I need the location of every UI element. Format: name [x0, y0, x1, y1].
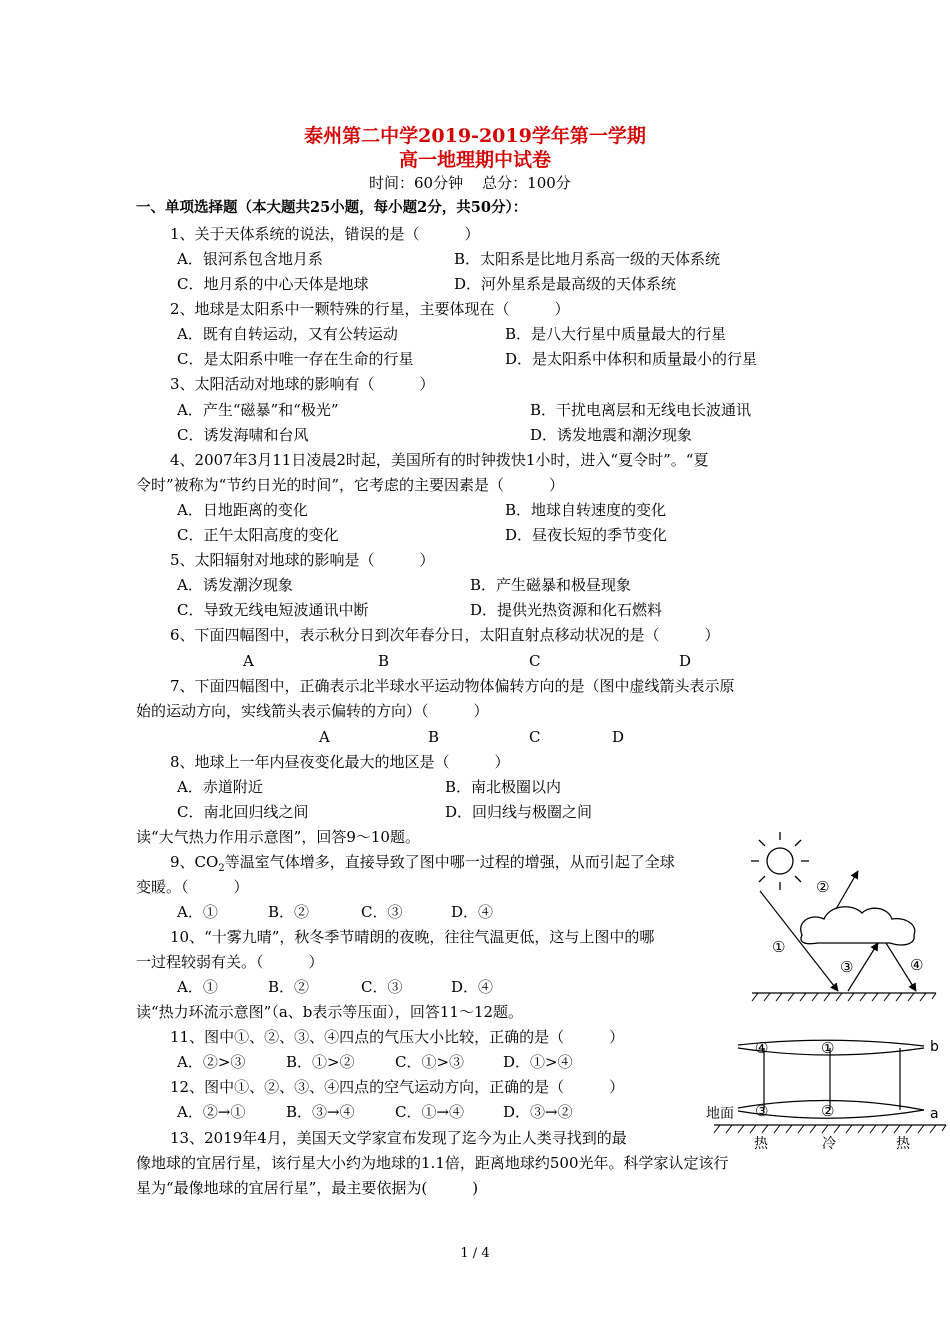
- q7-label-c: C: [529, 728, 541, 746]
- q1-stem: 1、关于天体系统的说法，错误的是（ ）: [170, 225, 480, 243]
- q1-option-d: D．河外星系是最高级的天体系统: [454, 275, 677, 293]
- exam-meta: [369, 173, 571, 193]
- q13-line2: 像地球的宜居行星，该行星大小约为地球的1.1倍，距离地球约500光年。科学家认定该行: [136, 1154, 729, 1172]
- q2-option-b: B．是八大行星中质量最大的行星: [505, 325, 727, 343]
- ground-label: 地面: [706, 1106, 734, 1122]
- label-1: ①: [772, 938, 786, 956]
- q4-option-a: A．日地距离的变化: [177, 501, 308, 519]
- point-3: ③: [755, 1102, 769, 1120]
- q5-option-c: C．导致无线电短波通讯中断: [177, 601, 369, 619]
- q11-option-d: D．①>④: [503, 1053, 573, 1071]
- q2-option-c: C．是太阳系中唯一存在生命的行星: [177, 350, 414, 368]
- q4-option-b: B．地球自转速度的变化: [505, 501, 667, 519]
- isobar-label-a: a: [930, 1106, 939, 1122]
- q12-option-a: A．②→①: [177, 1103, 246, 1121]
- label-4: ④: [910, 956, 924, 974]
- q4-option-d: D．昼夜长短的季节变化: [505, 526, 668, 544]
- q5-option-b: B．产生磁暴和极昼现象: [470, 576, 632, 594]
- q8-option-c: C．南北回归线之间: [177, 803, 309, 821]
- q11-option-a: A．②>③: [177, 1053, 246, 1071]
- q4-stem-line2: 令时”被称为“节约日光的时间”，它考虑的主要因素是（ ）: [136, 476, 565, 494]
- exam-time: 时间：60分钟: [369, 174, 464, 192]
- section-heading: 一、单项选择题（本大题共25小题，每小题2分，共50分）：: [136, 199, 528, 216]
- q6-label-b: B: [378, 652, 390, 670]
- q7-label-d: D: [612, 728, 625, 746]
- q9-stem-line1: [170, 852, 675, 879]
- point-1: ①: [821, 1039, 835, 1057]
- q5-stem: 5、太阳辐射对地球的影响是（ ）: [170, 551, 435, 569]
- arrow-2: [836, 871, 858, 909]
- q13-line3: 星为“最像地球的宜居行星”，最主要依据为( ): [136, 1179, 479, 1197]
- q10-option-a: A．①: [177, 978, 218, 996]
- q12-option-b: B．③→④: [286, 1103, 355, 1121]
- q8-option-d: D．回归线与极圈之间: [445, 803, 593, 821]
- q7-stem-line2: 始的运动方向，实线箭头表示偏转的方向）（ ）: [136, 702, 489, 720]
- reading-prompt-1: 读“大气热力作用示意图”，回答9～10题。: [136, 828, 420, 846]
- q3-option-c: C．诱发海啸和台风: [177, 426, 309, 444]
- q9-option-a: A．①: [177, 903, 218, 921]
- q1-option-b: B．太阳系是比地月系高一级的天体系统: [454, 250, 721, 268]
- q2-option-d: D．是太阳系中体积和质量最小的行星: [505, 350, 758, 368]
- q9-stem-line2: 变暖。（ ）: [136, 878, 249, 896]
- q6-label-c: C: [529, 652, 541, 670]
- q8-option-a: A．赤道附近: [177, 778, 263, 796]
- exam-title-line2: 高一地理期中试卷: [398, 149, 551, 171]
- sun-icon: [751, 832, 809, 890]
- q9-stem-a: 9、CO: [170, 853, 219, 871]
- q12-option-c: C．①→④: [395, 1103, 465, 1121]
- q6-label-d: D: [679, 652, 692, 670]
- q11-option-b: B．①>②: [286, 1053, 355, 1071]
- isobar-label-b: b: [930, 1039, 939, 1055]
- q8-option-b: B．南北极圈以内: [445, 778, 562, 796]
- ground-hatch-2: [714, 1125, 946, 1133]
- q10-option-b: B．②: [268, 978, 310, 996]
- q6-stem: 6、下面四幅图中，表示秋分日到次年春分日，太阳直射点移动状况的是（ ）: [170, 626, 720, 644]
- point-2: ②: [821, 1102, 835, 1120]
- q9-option-b: B．②: [268, 903, 310, 921]
- q5-option-d: D．提供光热资源和化石燃料: [470, 601, 663, 619]
- q13-line1: 13、2019年4月，美国天文学家宣布发现了迄今为止人类寻找到的最: [170, 1129, 627, 1147]
- temp-middle: 冷: [822, 1136, 836, 1152]
- q1-option-a: A．银河系包含地月系: [177, 250, 323, 268]
- q10-option-d: D．④: [451, 978, 494, 996]
- q3-option-d: D．诱发地震和潮汐现象: [530, 426, 693, 444]
- q8-stem: 8、地球上一年内昼夜变化最大的地区是（ ）: [170, 753, 510, 771]
- exam-score: 总分：100分: [482, 174, 571, 192]
- thermal-circulation-diagram: [700, 1030, 950, 1155]
- page-number: 1 / 4: [460, 1246, 490, 1261]
- q4-stem-line1: 4、2007年3月11日凌晨2时起，美国所有的时钟拨快1小时，进入“夏令时”。“夏: [170, 451, 709, 469]
- q7-stem-line1: 7、下面四幅图中，正确表示北半球水平运动物体偏转方向的是（图中虚线箭头表示原: [170, 677, 735, 695]
- q12-option-d: D．③→②: [503, 1103, 573, 1121]
- q4-option-c: C．正午太阳高度的变化: [177, 526, 339, 544]
- q5-option-a: A．诱发潮汐现象: [177, 576, 293, 594]
- reading-prompt-2: 读“热力环流示意图”（a、b表示等压面），回答11～12题。: [136, 1003, 524, 1021]
- q2-option-a: A．既有自转运动，又有公转运动: [177, 325, 398, 343]
- label-2: ②: [816, 878, 830, 896]
- cloud-icon: [801, 907, 915, 945]
- exam-title-line1: 泰州第二中学2019-2019学年第一学期: [304, 125, 646, 147]
- q11-stem: 11、图中①、②、③、④四点的气压大小比较，正确的是（ ）: [170, 1028, 625, 1046]
- q3-stem: 3、太阳活动对地球的影响有（ ）: [170, 375, 435, 393]
- q3-option-a: A．产生“磁暴”和“极光”: [177, 401, 339, 419]
- point-4: ④: [755, 1039, 769, 1057]
- q7-label-a: A: [319, 728, 330, 746]
- q9-option-d: D．④: [451, 903, 494, 921]
- q12-stem: 12、图中①、②、③、④四点的空气运动方向，正确的是（ ）: [170, 1078, 625, 1096]
- q7-label-b: B: [428, 728, 440, 746]
- q2-stem: 2、地球是太阳系中一颗特殊的行星，主要体现在（ ）: [170, 300, 570, 318]
- ground-hatch: [752, 993, 936, 1001]
- label-3: ③: [840, 958, 854, 976]
- q10-stem-line2: 一过程较弱有关。（ ）: [136, 953, 324, 971]
- atmosphere-heating-diagram: [740, 825, 940, 1015]
- q9-stem-sub: 2: [218, 863, 225, 874]
- q9-stem-b: 等温室气体增多，直接导致了图中哪一过程的增强，从而引起了全球: [224, 853, 675, 871]
- q10-stem-line1: 10、“十雾九晴”，秋冬季节晴朗的夜晚，往往气温更低，这与上图中的哪: [170, 928, 655, 946]
- q10-option-c: C．③: [361, 978, 403, 996]
- temp-left: 热: [754, 1136, 768, 1152]
- q6-label-a: A: [243, 652, 254, 670]
- q11-option-c: C．①>③: [395, 1053, 465, 1071]
- q9-option-c: C．③: [361, 903, 403, 921]
- q1-option-c: C．地月系的中心天体是地球: [177, 275, 369, 293]
- temp-right: 热: [896, 1136, 910, 1152]
- q3-option-b: B．干扰电离层和无线电长波通讯: [530, 401, 752, 419]
